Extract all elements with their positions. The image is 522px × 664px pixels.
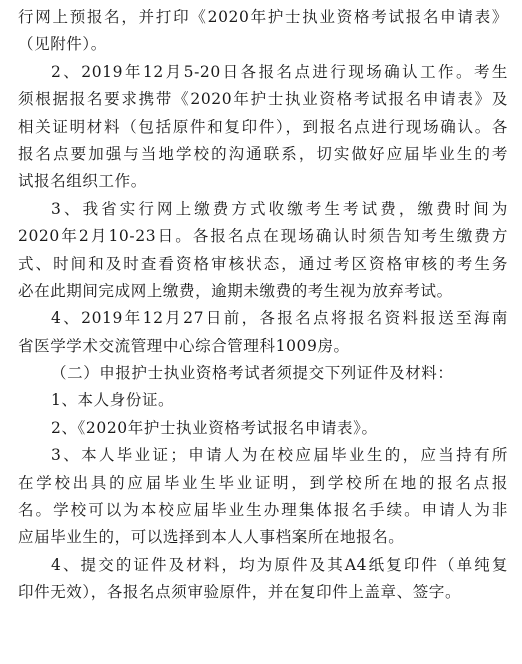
text-line: 4、提交的证件及材料，均为原件及其A4纸复印件（单纯复	[51, 555, 508, 574]
text-line: 在学校出具的应届毕业生毕业证明，到学校所在地的报名点报	[18, 473, 508, 492]
text-line: 1、本人身份证。	[51, 391, 175, 410]
text-line: （二）申报护士执业资格考试者须提交下列证件及材料：	[51, 364, 454, 383]
text-line: 印件无效），各报名点须审验原件，并在复印件上盖章、签字。	[18, 583, 462, 602]
text-line: 2、2019年12月5-20日各报名点进行现场确认工作。考生	[51, 62, 508, 81]
text-line: 报名点要加强与当地学校的沟通联系，切实做好应届毕业生的考	[18, 144, 508, 163]
text-line: 省医学学术交流管理中心综合管理科1009房。	[18, 336, 350, 355]
text-line: （见附件）。	[18, 35, 107, 54]
text-line: 3、我省实行网上缴费方式收缴考生考试费，缴费时间为	[51, 199, 508, 218]
text-line: 应届毕业生的，可以选择到本人人事档案所在地报名。	[18, 528, 405, 547]
text-line: 试报名组织工作。	[18, 172, 147, 191]
text-line: 行网上预报名，并打印《2020年护士执业资格考试报名申请表》	[18, 8, 508, 26]
text-line: 须根据报名要求携带《2020年护士执业资格考试报名申请表》及	[18, 90, 508, 109]
text-line: 2020年2月10-23日。各报名点在现场确认时须告知考生缴费方	[18, 227, 508, 246]
text-line: 名。学校可以为本校应届毕业生办理集体报名手续。申请人为非	[18, 501, 508, 520]
text-line: 2、《2020年护士执业资格考试报名申请表》。	[51, 418, 378, 437]
text-line: 3、本人毕业证；申请人为在校应届毕业生的，应当持有所	[51, 446, 508, 465]
text-line: 相关证明材料（包括原件和复印件），到报名点进行现场确认。各	[18, 117, 508, 136]
text-line: 必在此期间完成网上缴费，逾期未缴费的考生视为放弃考试。	[18, 281, 453, 300]
text-line: 式、时间和及时查看资格审核状态，通过考区资格审核的考生务	[18, 254, 508, 273]
text-line: 4、2019年12月27日前，各报名点将报名资料报送至海南	[51, 309, 508, 328]
